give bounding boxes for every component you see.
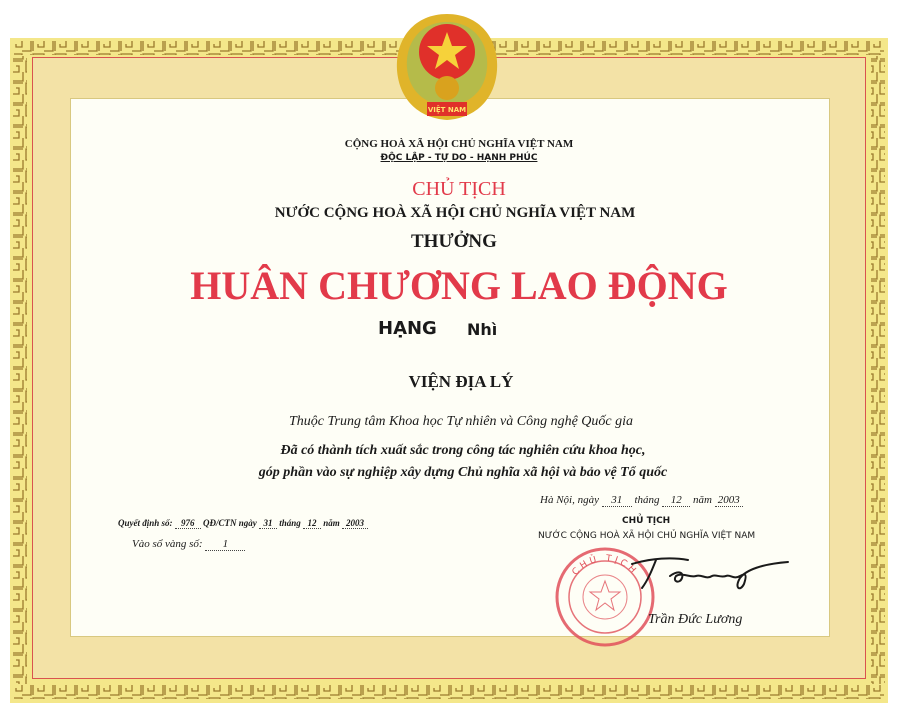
golden-book-label: Vào sổ vàng số: [132, 538, 203, 550]
decision-month: 12 [303, 518, 321, 529]
date-month: 12 [662, 494, 690, 507]
signatory-nation: NƯỚC CỘNG HOÀ XÃ HỘI CHỦ NGHĨA VIỆT NAM [538, 531, 756, 541]
citation-line-2: góp phần vào sự nghiệp xây dựng Chủ nghĩa xã hội và bảo vệ Tổ quốc [258, 465, 668, 480]
golden-book-line [132, 538, 245, 551]
date-year-label: năm [693, 494, 712, 506]
emblem-text: VIỆT NAM [427, 106, 467, 114]
award-verb: THƯỞNG [411, 231, 497, 252]
president-title: CHỦ TỊCH [412, 178, 506, 200]
rank-label: HẠNG [378, 318, 437, 339]
decision-line [118, 518, 368, 529]
decision-year: 2003 [342, 518, 368, 529]
decision-year-label: năm [323, 518, 340, 528]
date-place: Hà Nội, ngày [540, 494, 599, 506]
signature-icon [612, 548, 802, 600]
republic-name: CỘNG HOÀ XÃ HỘI CHỦ NGHĨA VIỆT NAM [344, 138, 574, 150]
nation-title: NƯỚC CỘNG HOÀ XÃ HỘI CHỦ NGHĨA VIỆT NAM [274, 205, 636, 221]
rank-value: Nhì [467, 320, 498, 339]
decision-suffix: QĐ/CTN ngày [203, 518, 257, 528]
signatory-name: Trần Đức Lương [648, 612, 743, 627]
decision-day: 31 [259, 518, 277, 529]
award-name: HUÂN CHƯƠNG LAO ĐỘNG [190, 263, 728, 308]
date-month-label: tháng [634, 494, 660, 506]
date-year: 2003 [715, 494, 743, 507]
recipient-affiliation: Thuộc Trung tâm Khoa học Tự nhiên và Công nghệ Quốc gia [288, 414, 634, 429]
decision-month-label: tháng [279, 518, 301, 528]
seal-text: CHỦ TỊCH [570, 553, 640, 578]
golden-book-number: 1 [205, 538, 245, 551]
decision-number: 976 [175, 518, 201, 529]
issue-date [540, 494, 743, 507]
decision-label: Quyết định số: [118, 518, 173, 528]
national-emblem-icon [387, 6, 507, 134]
recipient-name: VIỆN ĐỊA LÝ [408, 372, 514, 391]
citation-line-1: Đã có thành tích xuất sắc trong công tác nghiên cứu khoa học, [280, 443, 646, 458]
signatory-title: CHỦ TỊCH [622, 516, 671, 526]
national-motto: ĐỘC LẬP - TỰ DO - HẠNH PHÚC [380, 153, 538, 163]
date-day: 31 [602, 494, 632, 507]
